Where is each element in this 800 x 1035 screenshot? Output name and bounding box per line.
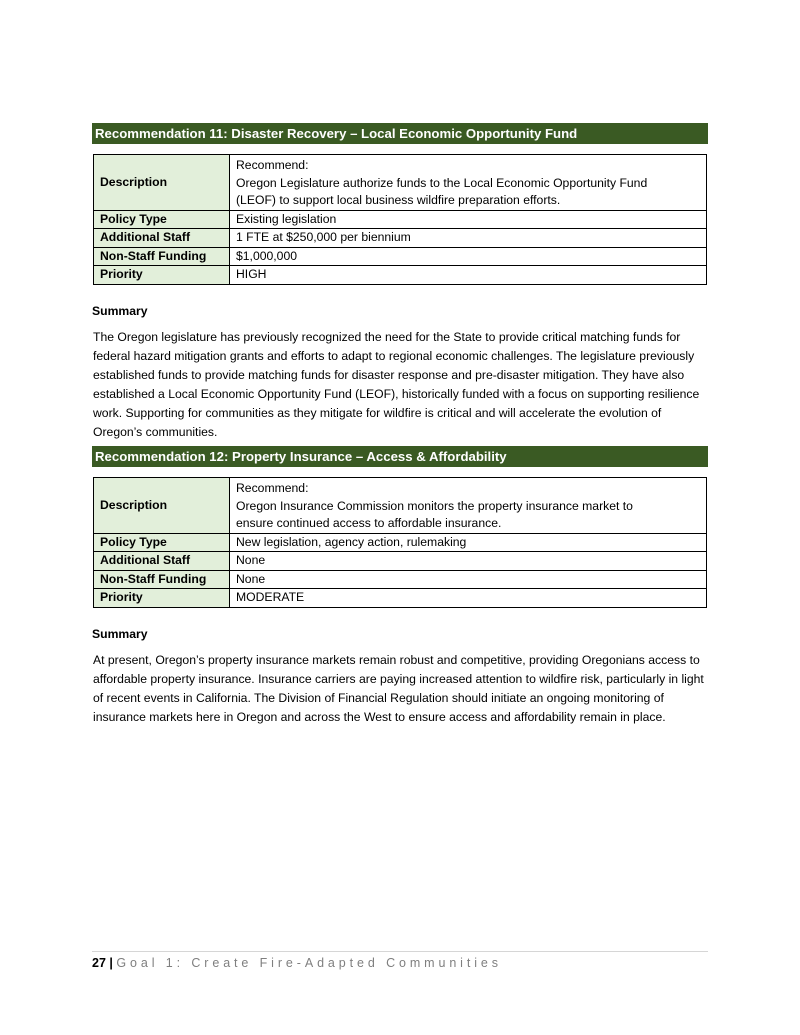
additional-staff-value: 1 FTE at $250,000 per biennium bbox=[230, 229, 707, 248]
priority-label: Priority bbox=[94, 266, 230, 285]
recommendation-12-header: Recommendation 12: Property Insurance – Access & Affordability bbox=[92, 446, 708, 467]
non-staff-funding-value: None bbox=[230, 570, 707, 589]
recommendation-11-table bbox=[93, 154, 707, 285]
priority-value: MODERATE bbox=[230, 589, 707, 608]
non-staff-funding-label: Non-Staff Funding bbox=[94, 247, 230, 266]
description-line: Recommend: bbox=[236, 481, 309, 496]
additional-staff-value: None bbox=[230, 552, 707, 571]
non-staff-funding-label: Non-Staff Funding bbox=[94, 570, 230, 589]
policy-type-label: Policy Type bbox=[94, 533, 230, 552]
description-line: Oregon Insurance Commission monitors the property insurance market to bbox=[236, 498, 633, 513]
non-staff-funding-value: $1,000,000 bbox=[230, 247, 707, 266]
description-line: ensure continued access to affordable insurance. bbox=[236, 516, 502, 531]
table-row bbox=[94, 155, 707, 211]
footer-separator: | bbox=[109, 956, 113, 970]
table-row bbox=[94, 247, 707, 266]
page-number: 27 bbox=[92, 956, 106, 970]
table-row bbox=[94, 570, 707, 589]
document-page bbox=[92, 123, 708, 727]
description-line: (LEOF) to support local business wildfire preparation efforts. bbox=[236, 193, 561, 207]
description-line: Recommend: bbox=[236, 158, 309, 172]
description-label: Description bbox=[94, 478, 230, 534]
description-line: Oregon Legislature authorize funds to the Local Economic Opportunity Fund bbox=[236, 175, 648, 190]
summary-heading: Summary bbox=[92, 303, 148, 318]
table-row bbox=[94, 533, 707, 552]
table-row bbox=[94, 589, 707, 608]
summary-heading: Summary bbox=[92, 626, 148, 641]
description-value bbox=[230, 155, 707, 211]
recommendation-12-table bbox=[93, 477, 707, 608]
description-value bbox=[230, 478, 707, 534]
table-row bbox=[94, 266, 707, 285]
table-row bbox=[94, 229, 707, 248]
table-row bbox=[94, 478, 707, 534]
description-label: Description bbox=[94, 155, 230, 211]
recommendation-11-header: Recommendation 11: Disaster Recovery – Local Economic Opportunity Fund bbox=[92, 123, 708, 144]
summary-paragraph: The Oregon legislature has previously recognized the need for the State to provide critical matching funds for federal hazard mitigation grants and efforts to adapt to regional economic challenges. The legislature previously established funds to provide matching funds for disaster response and pre-disaster mitigation. They have also established a Local Economic Opportunity Fund (LEOF), historically funded with a focus on supporting resilience work. Supporting for communities as they mitigate for wildfire is critical and will accelerate the evolution of Oregon’s communities. bbox=[93, 329, 700, 439]
policy-type-value: New legislation, agency action, rulemaking bbox=[230, 533, 707, 552]
table-row bbox=[94, 552, 707, 571]
priority-value: HIGH bbox=[230, 266, 707, 285]
policy-type-value: Existing legislation bbox=[230, 210, 707, 229]
policy-type-label: Policy Type bbox=[94, 210, 230, 229]
additional-staff-label: Additional Staff bbox=[94, 552, 230, 571]
table-row bbox=[94, 210, 707, 229]
additional-staff-label: Additional Staff bbox=[94, 229, 230, 248]
priority-label: Priority bbox=[94, 589, 230, 608]
page-footer bbox=[92, 951, 708, 970]
summary-paragraph: At present, Oregon’s property insurance markets remain robust and competitive, providing Oregonians access to affordable property insurance. Insurance carriers are paying increased attention to wildfire risk, particularly in light of recent events in California. The Division of Financial Regulation should initiate an ongoing monitoring of insurance markets here in Oregon and across the West to ensure access and affordability remain in place. bbox=[93, 652, 704, 724]
footer-goal-text: Goal 1: Create Fire-Adapted Communities bbox=[116, 956, 502, 970]
